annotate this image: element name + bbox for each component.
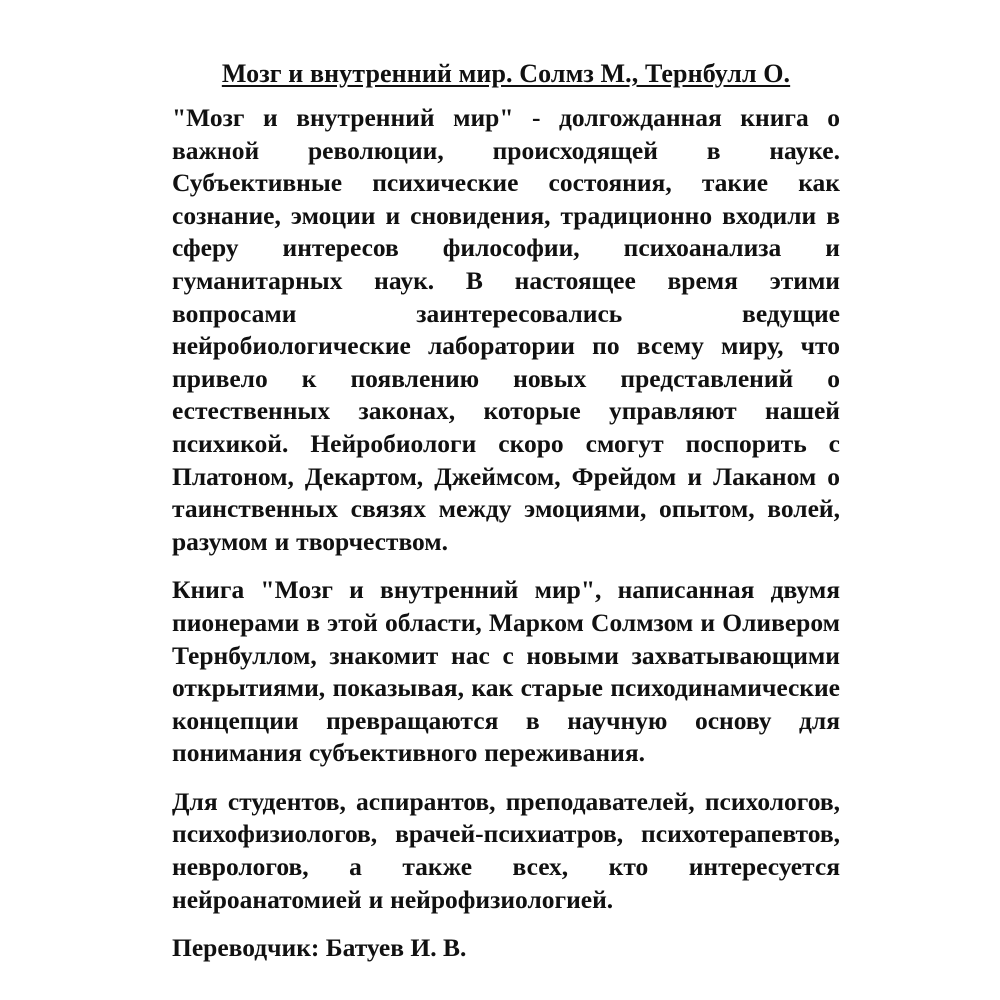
translator-credit: Переводчик: Батуев И. В. xyxy=(172,933,467,963)
paragraph-intro: "Мозг и внутренний мир" - долгожданная книга о важной революции, происходящей в науке. Субъективные психические состояния, такие как сознание, эмоции и сновидения, традиционно входили в сферу интересов философии, психоанализа и гуманитарных наук. В настоящее время этими вопросами заинтересовались ведущие нейробиологические лаборатории по всему миру, что привело к появлению новых представлений о естественных законах, которые управляют нашей психикой. Нейробиологи скоро смогут поспорить с Платоном, Декартом, Джеймсом, Фрейдом и Лаканом о таинственных связях между эмоциями, опытом, волей, разумом и творчеством. xyxy=(172,103,840,556)
paragraph-book-description: Книга "Мозг и внутренний мир", написанная двумя пионерами в этой области, Марком Солмзом и Оливером Тернбуллом, знакомит нас с новыми захватывающими открытиями, показывая, как старые психодинамические концепции превращаются в научную основу для понимания субъективного переживания. xyxy=(172,575,840,768)
paragraph-audience: Для студентов, аспирантов, преподавателей, психологов, психофизиологов, врачей-психиатров, психотерапевтов, неврологов, а также всех, кто интересуется нейроанатомией и нейрофизиологией. xyxy=(172,786,840,914)
document-title: Мозг и внутренний мир. Солмз М., Тернбулл О. xyxy=(221,59,791,88)
